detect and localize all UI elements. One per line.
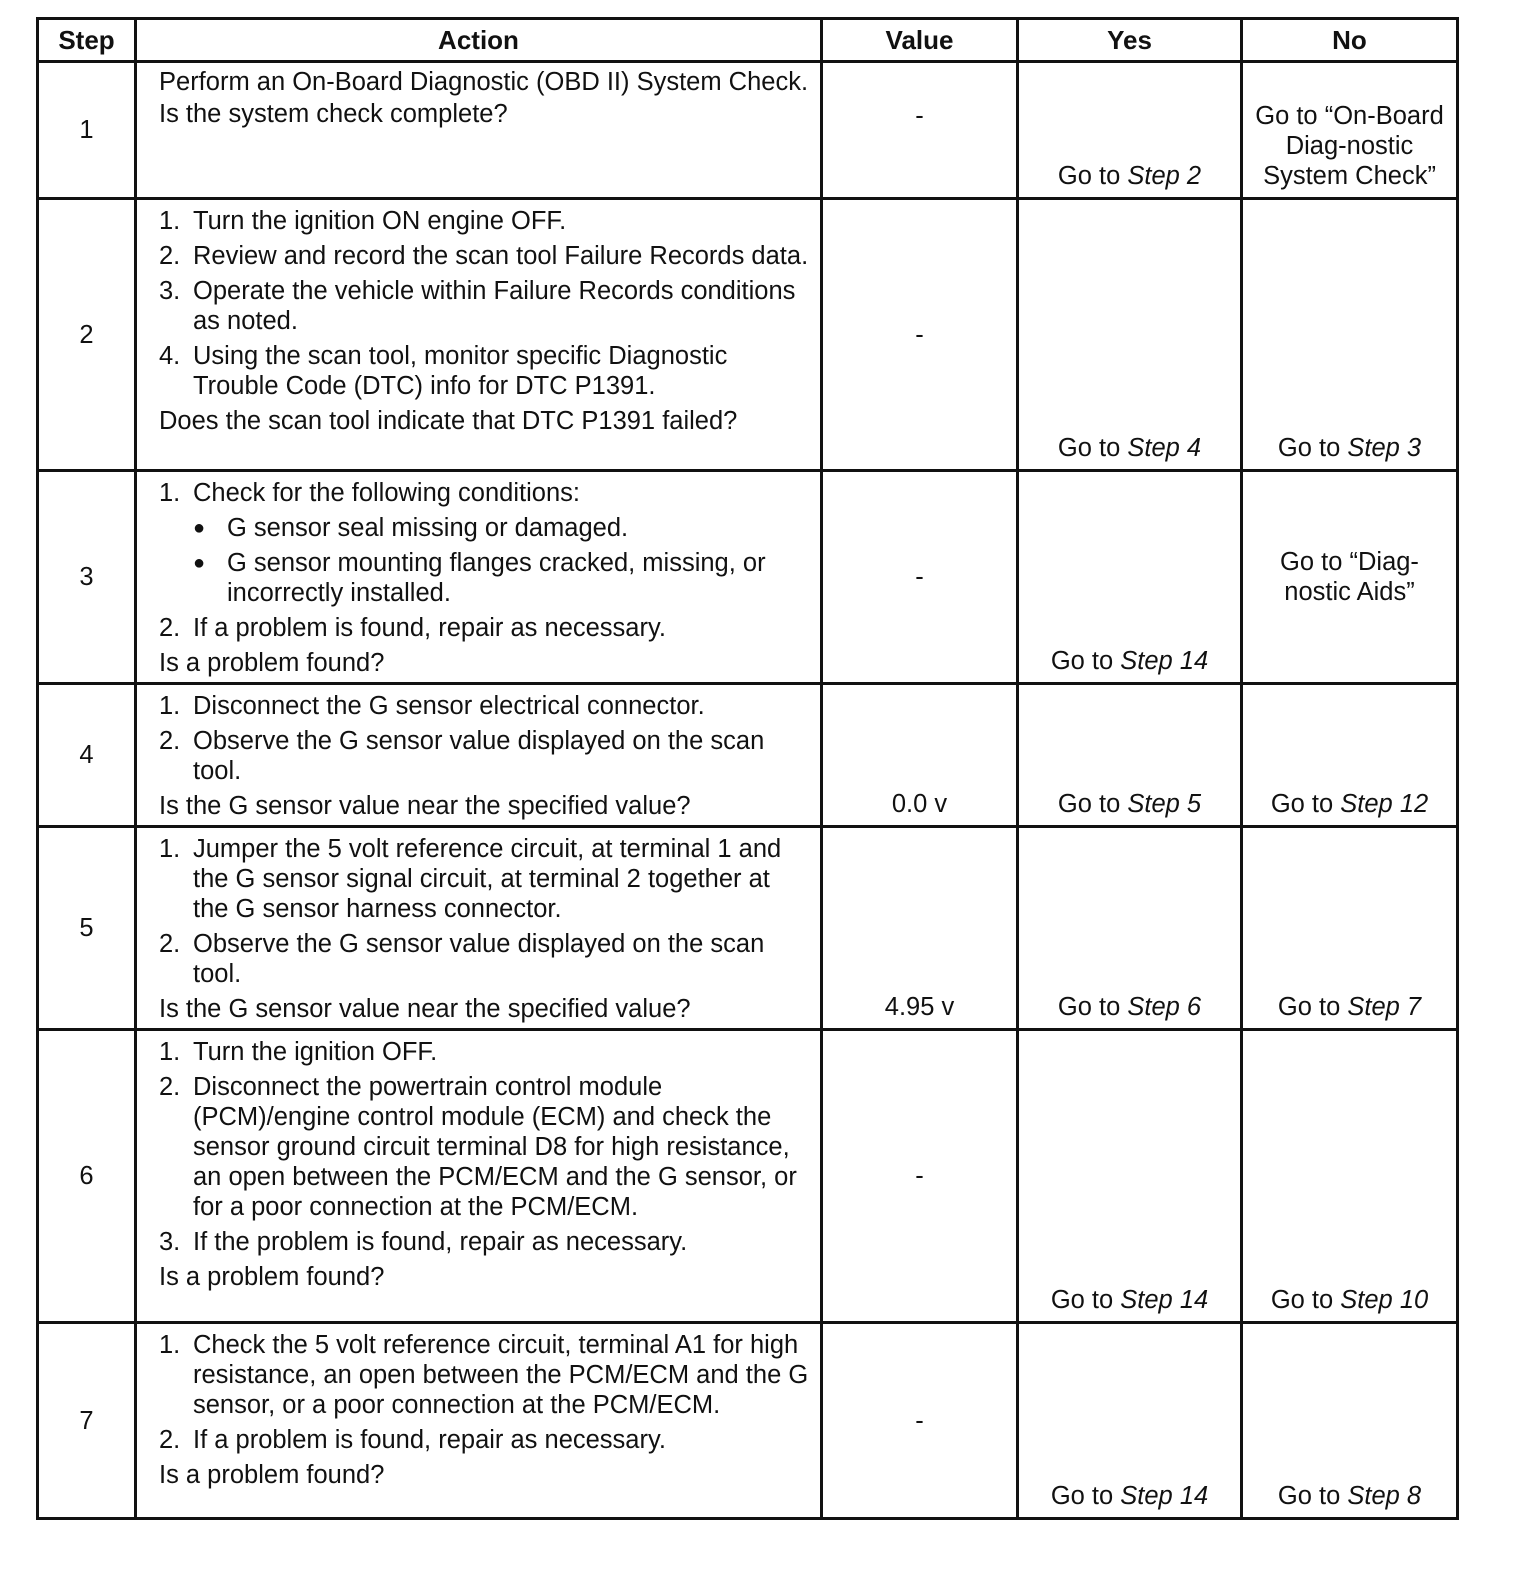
action-question: Is the G sensor value near the specified value? <box>159 792 691 820</box>
action-item: 2. If a problem is found, repair as necessary. <box>159 1426 666 1454</box>
action-item: 2. If a problem is found, repair as necessary. <box>159 614 666 642</box>
no-link[interactable]: Go to “On-Board Diag-nostic System Check” <box>1255 102 1444 190</box>
yes-prefix: Go to <box>1057 993 1121 1021</box>
no-cell <box>1242 471 1458 684</box>
value-cell: - <box>822 1323 1018 1519</box>
header-step: Step <box>38 19 136 62</box>
no-prefix: Go to <box>1277 993 1341 1021</box>
yes-prefix: Go to <box>1057 434 1121 462</box>
no-step-link[interactable]: Step 3 <box>1347 434 1422 462</box>
table-row <box>38 62 1458 199</box>
action-item: 2. Review and record the scan tool Failure Records data. <box>159 242 809 270</box>
table-row <box>38 827 1458 1030</box>
action-item: 1. Turn the ignition ON engine OFF. <box>159 207 567 235</box>
action-intro: Perform an On-Board Diagnostic (OBD II) System Check. <box>159 68 809 96</box>
value-cell: 0.0 v <box>822 684 1018 827</box>
header-no: No <box>1242 19 1458 62</box>
no-link[interactable]: Go to “Diag-nostic Aids” <box>1280 548 1419 606</box>
yes-step-link[interactable]: Step 14 <box>1120 1286 1209 1314</box>
yes-step-link[interactable]: Step 14 <box>1120 647 1209 675</box>
step-number: 5 <box>38 827 136 1030</box>
action-item: 2. Disconnect the powertrain control module (PCM)/engine control module (ECM) and check the sensor ground circuit terminal D8 for high resistance, an open between the PCM/ECM and the G sensor, or for a poor connection at the PCM/ECM. <box>159 1073 797 1221</box>
diagnostic-table <box>36 17 1459 1520</box>
action-item: 1. Check the 5 volt reference circuit, terminal A1 for high resistance, an open between the PCM/ECM and the G sensor, or a poor connection at the PCM/ECM. <box>159 1331 809 1419</box>
value-cell: - <box>822 199 1018 471</box>
yes-cell <box>1018 1030 1242 1323</box>
yes-step-link[interactable]: Step 6 <box>1127 993 1202 1021</box>
header-action: Action <box>136 19 822 62</box>
step-number: 1 <box>38 62 136 199</box>
table-row <box>38 199 1458 471</box>
action-item: 1. Check for the following conditions: <box>159 479 580 507</box>
no-step-link[interactable]: Step 8 <box>1347 1482 1422 1510</box>
yes-cell <box>1018 199 1242 471</box>
action-cell <box>136 471 822 684</box>
step-number: 7 <box>38 1323 136 1519</box>
step-number: 6 <box>38 1030 136 1323</box>
step-number: 4 <box>38 684 136 827</box>
bullet-item: ● G sensor seal missing or damaged. <box>193 514 629 542</box>
yes-step-link[interactable]: Step 5 <box>1127 790 1202 818</box>
bullet-item: ● G sensor mounting flanges cracked, missing, or incorrectly installed. <box>193 549 766 607</box>
no-prefix: Go to <box>1277 1482 1341 1510</box>
action-cell <box>136 827 822 1030</box>
yes-prefix: Go to <box>1057 162 1121 190</box>
yes-cell <box>1018 684 1242 827</box>
table-row <box>38 471 1458 684</box>
action-item: 3. If the problem is found, repair as necessary. <box>159 1228 688 1256</box>
action-question: Is the system check complete? <box>159 100 508 128</box>
yes-cell <box>1018 62 1242 199</box>
no-cell <box>1242 199 1458 471</box>
action-item: 1. Jumper the 5 volt reference circuit, at terminal 1 and the G sensor signal circuit, at terminal 2 together at the G sensor harness connector. <box>159 835 782 923</box>
yes-prefix: Go to <box>1050 647 1114 675</box>
value-cell: 4.95 v <box>822 827 1018 1030</box>
action-question: Is a problem found? <box>159 1263 385 1291</box>
no-step-link[interactable]: Step 12 <box>1340 790 1429 818</box>
no-cell <box>1242 684 1458 827</box>
no-prefix: Go to <box>1277 434 1341 462</box>
no-cell <box>1242 827 1458 1030</box>
action-item: 1. Turn the ignition OFF. <box>159 1038 438 1066</box>
action-question: Does the scan tool indicate that DTC P1391 failed? <box>159 407 738 435</box>
action-question: Is a problem found? <box>159 649 385 677</box>
table-row <box>38 1030 1458 1323</box>
table-row <box>38 1323 1458 1519</box>
yes-cell <box>1018 471 1242 684</box>
action-cell <box>136 62 822 199</box>
yes-prefix: Go to <box>1057 790 1121 818</box>
action-item: 4. Using the scan tool, monitor specific Diagnostic Trouble Code (DTC) info for DTC P1391. <box>159 342 728 400</box>
yes-step-link[interactable]: Step 14 <box>1120 1482 1209 1510</box>
action-question: Is the G sensor value near the specified value? <box>159 995 691 1023</box>
no-prefix: Go to <box>1270 790 1334 818</box>
header-yes: Yes <box>1018 19 1242 62</box>
action-item: 3. Operate the vehicle within Failure Records conditions as noted. <box>159 277 796 335</box>
header-value: Value <box>822 19 1018 62</box>
no-cell <box>1242 1030 1458 1323</box>
value-cell: - <box>822 62 1018 199</box>
value-cell: - <box>822 1030 1018 1323</box>
action-cell <box>136 199 822 471</box>
step-number: 2 <box>38 199 136 471</box>
yes-step-link[interactable]: Step 2 <box>1127 162 1202 190</box>
yes-prefix: Go to <box>1050 1482 1114 1510</box>
no-prefix: Go to <box>1270 1286 1334 1314</box>
no-cell <box>1242 1323 1458 1519</box>
step-number: 3 <box>38 471 136 684</box>
action-item: 2. Observe the G sensor value displayed on the scan tool. <box>159 727 765 785</box>
action-question: Is a problem found? <box>159 1461 385 1489</box>
action-item: 1. Disconnect the G sensor electrical connector. <box>159 692 705 720</box>
action-item: 2. Observe the G sensor value displayed on the scan tool. <box>159 930 765 988</box>
table-row <box>38 684 1458 827</box>
action-cell <box>136 1030 822 1323</box>
no-step-link[interactable]: Step 7 <box>1347 993 1422 1021</box>
action-cell <box>136 1323 822 1519</box>
action-cell <box>136 684 822 827</box>
no-cell <box>1242 62 1458 199</box>
yes-step-link[interactable]: Step 4 <box>1127 434 1202 462</box>
header-row <box>38 19 1458 62</box>
value-cell: - <box>822 471 1018 684</box>
no-step-link[interactable]: Step 10 <box>1340 1286 1429 1314</box>
yes-prefix: Go to <box>1050 1286 1114 1314</box>
yes-cell <box>1018 827 1242 1030</box>
yes-cell <box>1018 1323 1242 1519</box>
